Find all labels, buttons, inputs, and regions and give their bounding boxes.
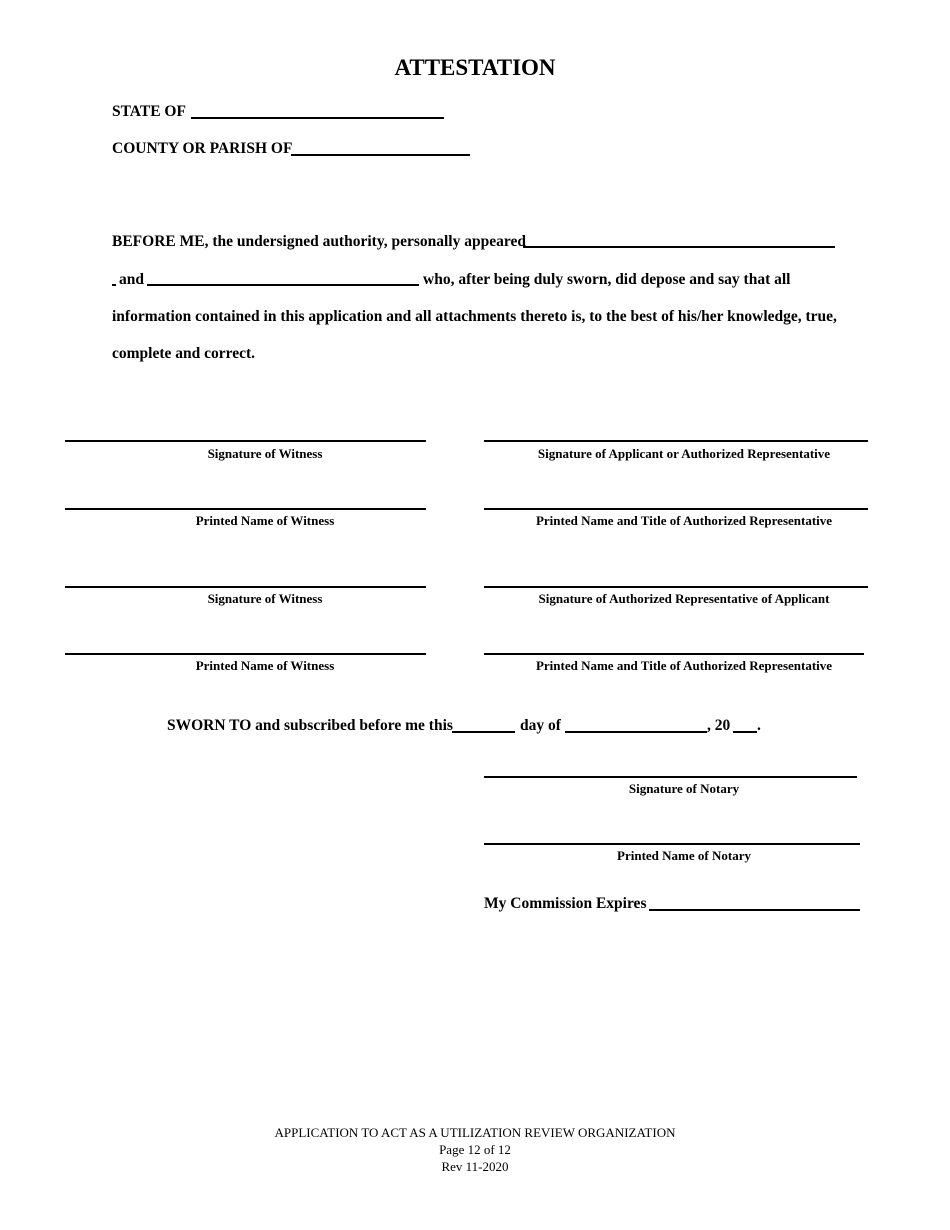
representative-1-name-label: Printed Name and Title of Authorized Representative: [535, 513, 833, 528]
commission-expires-field[interactable]: [649, 909, 860, 911]
paragraph-line-1: BEFORE ME, the undersigned authority, personally appeared: [112, 233, 526, 250]
state-label: STATE OF: [112, 103, 186, 120]
representative-signature-label: Signature of Authorized Representative of Applicant: [538, 591, 830, 606]
witness-2-name-line[interactable]: [65, 653, 426, 655]
notary-signature-label: Signature of Notary: [628, 781, 740, 796]
paragraph-line-4: complete and correct.: [112, 345, 256, 362]
second-name-field[interactable]: [147, 284, 419, 286]
applicant-signature-line[interactable]: [484, 440, 868, 442]
state-field[interactable]: [191, 117, 444, 119]
sworn-text-2: day of: [520, 717, 561, 734]
witness-1-signature-label: Signature of Witness: [207, 446, 323, 461]
witness-1-name-label: Printed Name of Witness: [195, 513, 335, 528]
sworn-month-field[interactable]: [565, 731, 707, 733]
witness-2-signature-line[interactable]: [65, 586, 426, 588]
witness-1-signature-line[interactable]: [65, 440, 426, 442]
page-title: ATTESTATION: [394, 55, 556, 80]
footer-title: APPLICATION TO ACT AS A UTILIZATION REVIEW ORGANIZATION: [274, 1125, 676, 1140]
applicant-signature-label: Signature of Applicant or Authorized Representative: [537, 446, 831, 461]
appeared-name-field[interactable]: [523, 246, 835, 248]
witness-2-name-label: Printed Name of Witness: [195, 658, 335, 673]
representative-1-name-line[interactable]: [484, 508, 868, 510]
sworn-text-1: SWORN TO and subscribed before me this: [167, 717, 453, 734]
notary-name-line[interactable]: [484, 843, 860, 845]
sworn-text-3: , 20: [707, 717, 731, 734]
representative-signature-line[interactable]: [484, 586, 868, 588]
and-word: and: [119, 271, 144, 288]
paragraph-line-3: information contained in this application and all attachments thereto is, to the best of his/her knowledge, true,: [112, 308, 837, 325]
county-field[interactable]: [291, 154, 470, 156]
sworn-day-field[interactable]: [452, 731, 515, 733]
leading-blank: [112, 284, 116, 286]
notary-name-label: Printed Name of Notary: [617, 848, 751, 863]
sworn-text-4: .: [757, 717, 761, 734]
notary-signature-line[interactable]: [484, 776, 857, 778]
representative-2-name-label: Printed Name and Title of Authorized Representative: [535, 658, 833, 673]
witness-2-signature-label: Signature of Witness: [207, 591, 323, 606]
paragraph-line-2: who, after being duly sworn, did depose and say that all: [423, 271, 791, 288]
footer-revision: Rev 11-2020: [441, 1159, 509, 1174]
commission-label: My Commission Expires: [484, 895, 647, 912]
county-label: COUNTY OR PARISH OF: [112, 140, 293, 157]
representative-2-name-line[interactable]: [484, 653, 864, 655]
footer: [0, 1124, 950, 1175]
sworn-year-field[interactable]: [733, 731, 757, 733]
footer-page-number: Page 12 of 12: [439, 1142, 511, 1157]
witness-1-name-line[interactable]: [65, 508, 426, 510]
